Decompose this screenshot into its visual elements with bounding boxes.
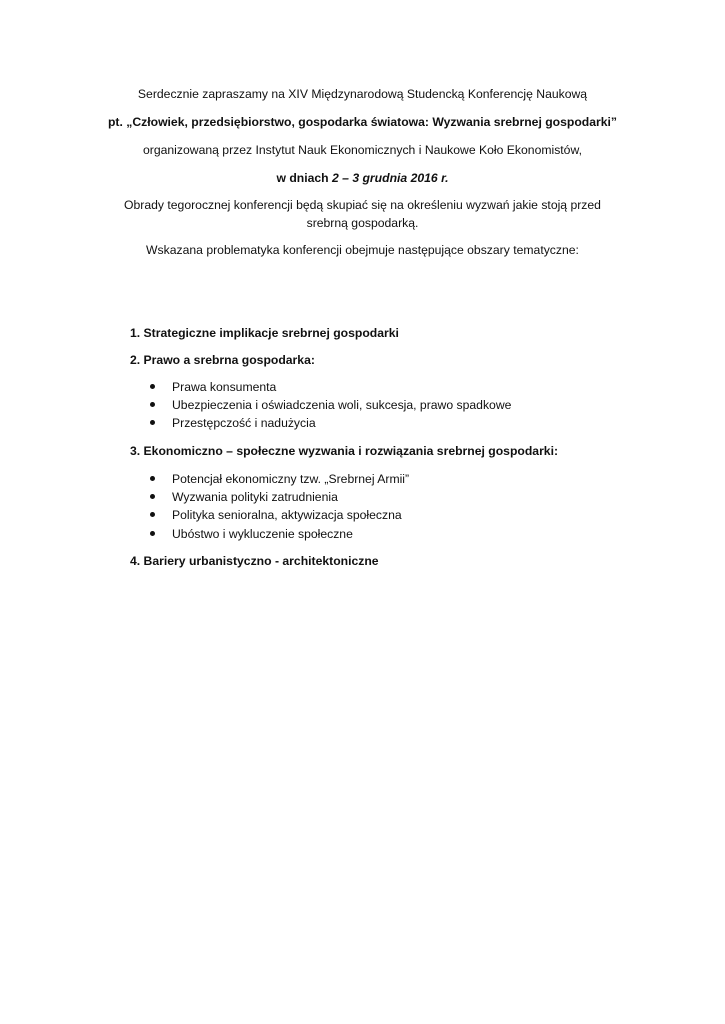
list-item: Potencjał ekonomiczny tzw. „Srebrnej Armii”: [150, 471, 409, 487]
section-heading-3: 3. Ekonomiczno – społeczne wyzwania i rozwiązania srebrnej gospodarki:: [130, 444, 559, 458]
bullet-icon: [150, 494, 155, 499]
list-item: Ubóstwo i wykluczenie społeczne: [150, 526, 353, 542]
conference-title: pt. „Człowiek, przedsiębiorstwo, gospodarka światowa: Wyzwania srebrnej gospodarki”: [107, 115, 618, 129]
section-heading-1: 1. Strategiczne implikacje srebrnej gospodarki: [130, 326, 399, 340]
section-heading-2: 2. Prawo a srebrna gospodarka:: [130, 353, 315, 367]
invitation-line: Serdecznie zapraszamy na XIV Międzynarodową Studencką Konferencję Naukową: [137, 87, 588, 101]
debate-line-2: srebrną gospodarką.: [306, 216, 419, 230]
list-item: Przestępczość i nadużycia: [150, 415, 316, 431]
bullet-icon: [150, 402, 155, 407]
list-item: Ubezpieczenia i oświadczenia woli, sukcesja, prawo spadkowe: [150, 397, 511, 413]
date-prefix: w dniach: [276, 171, 332, 185]
date-line: [0, 170, 725, 186]
bullet-icon: [150, 531, 155, 536]
organizer-line: organizowaną przez Instytut Nauk Ekonomicznych i Naukowe Koło Ekonomistów,: [143, 143, 582, 157]
bullet-icon: [150, 384, 155, 389]
debate-line-1: Obrady tegorocznej konferencji będą skupiać się na określeniu wyzwań jakie stoją przed: [124, 198, 601, 212]
list-item: Prawa konsumenta: [150, 379, 276, 395]
list-item: Polityka senioralna, aktywizacja społeczna: [150, 507, 402, 523]
list-item: Wyzwania polityki zatrudnienia: [150, 489, 338, 505]
section-heading-4: 4. Bariery urbanistyczno - architektoniczne: [130, 554, 379, 568]
bullet-icon: [150, 420, 155, 425]
topics-intro: Wskazana problematyka konferencji obejmuje następujące obszary tematyczne:: [146, 243, 579, 257]
date-value: 2 – 3 grudnia 2016 r.: [332, 171, 449, 185]
bullet-icon: [150, 476, 155, 481]
bullet-icon: [150, 512, 155, 517]
